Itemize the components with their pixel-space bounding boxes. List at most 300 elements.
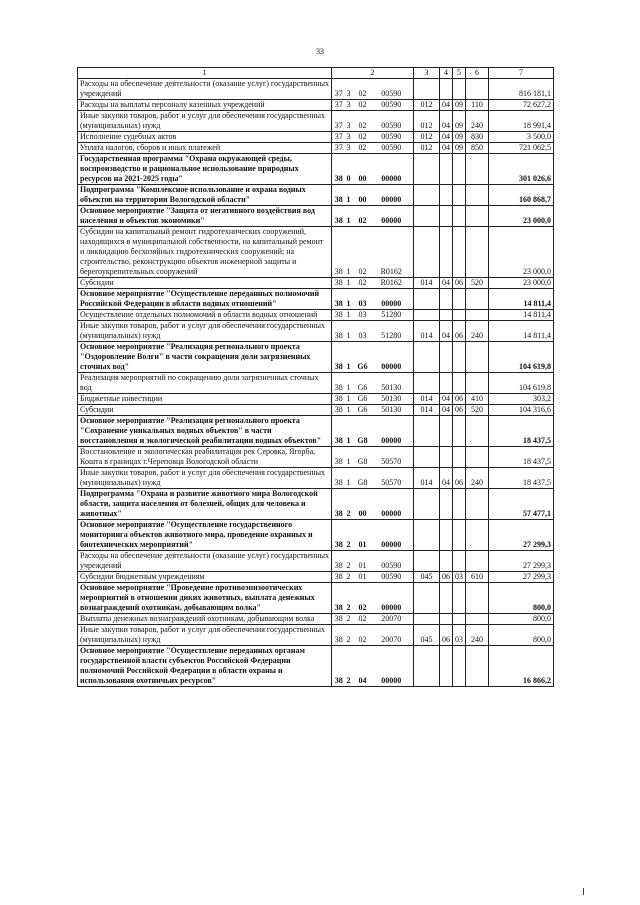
subsection-code <box>453 79 466 100</box>
amount: 14 811,4 <box>489 310 554 321</box>
grbs-code: 045 <box>414 572 440 583</box>
table-row <box>78 583 554 614</box>
program-code: 38 <box>332 405 344 416</box>
subsection-code <box>453 310 466 321</box>
table-row <box>78 185 554 206</box>
measure-code: 01 <box>354 520 372 551</box>
grbs-code: 012 <box>414 132 440 143</box>
subprogram-code: 0 <box>344 154 354 185</box>
grbs-code <box>414 373 440 394</box>
direction-code: 00000 <box>372 489 414 520</box>
grbs-code <box>414 614 440 625</box>
measure-code: G6 <box>354 373 372 394</box>
amount: 18 991,4 <box>489 111 554 132</box>
direction-code: 50570 <box>372 468 414 489</box>
section-code <box>440 373 453 394</box>
program-code: 38 <box>332 583 344 614</box>
expense-type-code <box>466 583 489 614</box>
expense-type-code <box>466 310 489 321</box>
row-name: Исполнение судебных актов <box>78 132 332 143</box>
expense-type-code <box>466 342 489 373</box>
amount: 3 500,0 <box>489 132 554 143</box>
grbs-code: 014 <box>414 394 440 405</box>
row-name: Уплата налогов, сборов и иных платежей <box>78 143 332 154</box>
grbs-code <box>414 551 440 572</box>
direction-code: 51280 <box>372 310 414 321</box>
subsection-code <box>453 551 466 572</box>
subsection-code <box>453 614 466 625</box>
amount: 27 299,3 <box>489 551 554 572</box>
row-name: Расходы на выплаты персоналу казенных учреждений <box>78 100 332 111</box>
measure-code: 01 <box>354 551 372 572</box>
direction-code: 20070 <box>372 614 414 625</box>
amount: 104 619,8 <box>489 342 554 373</box>
expense-type-code: 520 <box>466 278 489 289</box>
table-row <box>78 468 554 489</box>
row-name: Государственная программа "Охрана окружающей среды, воспроизводство и рациональное использование природных ресурсов на 2021-2025 годы" <box>78 154 332 185</box>
section-code: 04 <box>440 132 453 143</box>
section-code <box>440 79 453 100</box>
measure-code: 00 <box>354 489 372 520</box>
grbs-code <box>414 342 440 373</box>
grbs-code <box>414 289 440 310</box>
subprogram-code: 2 <box>344 520 354 551</box>
subprogram-code: 1 <box>344 185 354 206</box>
subsection-code: 06 <box>453 321 466 342</box>
program-code: 38 <box>332 614 344 625</box>
program-code: 38 <box>332 520 344 551</box>
col-4-header: 4 <box>440 68 453 79</box>
subsection-code: 09 <box>453 132 466 143</box>
grbs-code <box>414 583 440 614</box>
program-code: 37 <box>332 79 344 100</box>
measure-code: 02 <box>354 206 372 227</box>
amount: 104 316,6 <box>489 405 554 416</box>
measure-code: 02 <box>354 583 372 614</box>
subsection-code <box>453 646 466 687</box>
grbs-code <box>414 520 440 551</box>
amount: 160 868,7 <box>489 185 554 206</box>
row-name: Выплаты денежных вознаграждений охотникам, добывающим волка <box>78 614 332 625</box>
direction-code: 00590 <box>372 111 414 132</box>
amount: 18 437,5 <box>489 447 554 468</box>
page-number: 33 <box>316 47 324 56</box>
table-row <box>78 489 554 520</box>
table-row <box>78 551 554 572</box>
table-row <box>78 646 554 687</box>
program-code: 38 <box>332 321 344 342</box>
grbs-code: 012 <box>414 143 440 154</box>
subprogram-code: 2 <box>344 583 354 614</box>
table-row <box>78 625 554 646</box>
subprogram-code: 3 <box>344 79 354 100</box>
subprogram-code: 2 <box>344 646 354 687</box>
section-code <box>440 583 453 614</box>
direction-code: 00000 <box>372 416 414 447</box>
table-row <box>78 447 554 468</box>
expense-type-code <box>466 520 489 551</box>
section-code <box>440 342 453 373</box>
col-7-header: 7 <box>489 68 554 79</box>
measure-code: G6 <box>354 394 372 405</box>
subsection-code <box>453 520 466 551</box>
subsection-code <box>453 206 466 227</box>
amount: 14 811,4 <box>489 321 554 342</box>
grbs-code: 045 <box>414 625 440 646</box>
subsection-code <box>453 154 466 185</box>
subprogram-code: 1 <box>344 321 354 342</box>
amount: 27 299,3 <box>489 520 554 551</box>
row-name: Основное мероприятие "Осуществление переданных органам государственной власти субъектов Российской Федерации полномочий Российской Федерации в области охраны и использования охотничьих ресурсов" <box>78 646 332 687</box>
expense-type-code: 240 <box>466 625 489 646</box>
row-name: Субсидии <box>78 405 332 416</box>
measure-code: 00 <box>354 185 372 206</box>
row-name: Субсидии бюджетным учреждениям <box>78 572 332 583</box>
row-name: Основное мероприятие "Реализация регионального проекта "Сохранение уникальных водных объектов" в части восстановления и экологической реабилитации водных объектов" <box>78 416 332 447</box>
table-row <box>78 154 554 185</box>
section-code: 04 <box>440 111 453 132</box>
measure-code: 04 <box>354 646 372 687</box>
measure-code: 00 <box>354 154 372 185</box>
budget-table <box>77 67 554 687</box>
subprogram-code: 1 <box>344 394 354 405</box>
grbs-code <box>414 416 440 447</box>
direction-code: 50570 <box>372 447 414 468</box>
expense-type-code <box>466 79 489 100</box>
amount: 18 437,5 <box>489 468 554 489</box>
row-name: Основное мероприятие "Проведение противоэпизоотических мероприятий в отношении диких животных, выплата денежных вознаграждений охотникам, добывающим волка" <box>78 583 332 614</box>
row-name: Основное мероприятие "Осуществление государственного мониторинга объектов животного мира, проведение охранных и биотехнических мероприятий" <box>78 520 332 551</box>
program-code: 38 <box>332 154 344 185</box>
subsection-code <box>453 342 466 373</box>
grbs-code <box>414 447 440 468</box>
measure-code: 02 <box>354 227 372 278</box>
measure-code: G8 <box>354 416 372 447</box>
measure-code: 03 <box>354 321 372 342</box>
amount: 800,0 <box>489 614 554 625</box>
program-code: 38 <box>332 551 344 572</box>
section-code <box>440 185 453 206</box>
measure-code: 02 <box>354 614 372 625</box>
section-code: 06 <box>440 625 453 646</box>
program-code: 37 <box>332 100 344 111</box>
row-name: Субсидии на капитальный ремонт гидротехнических сооружений, находящихся в муниципальной собственности, на капитальный ремонт и ликвидацию бесхозяйных гидротехнических сооружений; на строительство, реконструкцию объектов инженерной защиты и берегоукрепительных сооружений <box>78 227 332 278</box>
expense-type-code <box>466 416 489 447</box>
section-code: 04 <box>440 394 453 405</box>
section-code: 04 <box>440 321 453 342</box>
direction-code: 50130 <box>372 405 414 416</box>
amount: 303,2 <box>489 394 554 405</box>
row-name: Расходы на обеспечение деятельности (оказание услуг) государственных учреждений <box>78 551 332 572</box>
expense-type-code <box>466 206 489 227</box>
expense-type-code: 850 <box>466 143 489 154</box>
amount: 800,0 <box>489 625 554 646</box>
expense-type-code: 610 <box>466 572 489 583</box>
measure-code: G6 <box>354 342 372 373</box>
row-name: Основное мероприятие "Реализация регионального проекта "Оздоровление Волги" в части сокращения доли загрязненных сточных вод" <box>78 342 332 373</box>
expense-type-code <box>466 185 489 206</box>
subprogram-code: 1 <box>344 278 354 289</box>
program-code: 38 <box>332 489 344 520</box>
measure-code: G8 <box>354 447 372 468</box>
measure-code: 02 <box>354 111 372 132</box>
subprogram-code: 3 <box>344 111 354 132</box>
row-name: Бюджетные инвестиции <box>78 394 332 405</box>
measure-code: G6 <box>354 405 372 416</box>
expense-type-code <box>466 154 489 185</box>
amount: 23 000,0 <box>489 278 554 289</box>
amount: 721 062,5 <box>489 143 554 154</box>
expense-type-code <box>466 489 489 520</box>
measure-code: G8 <box>354 468 372 489</box>
table-row <box>78 143 554 154</box>
direction-code: 00000 <box>372 289 414 310</box>
table-row <box>78 278 554 289</box>
direction-code: 00000 <box>372 342 414 373</box>
program-code: 38 <box>332 625 344 646</box>
table-body <box>78 79 554 687</box>
subprogram-code: 2 <box>344 551 354 572</box>
program-code: 37 <box>332 111 344 132</box>
program-code: 37 <box>332 143 344 154</box>
grbs-code <box>414 489 440 520</box>
section-code <box>440 551 453 572</box>
subprogram-code: 2 <box>344 489 354 520</box>
program-code: 38 <box>332 310 344 321</box>
amount: 23 000,0 <box>489 227 554 278</box>
subprogram-code: 3 <box>344 143 354 154</box>
section-code: 06 <box>440 572 453 583</box>
grbs-code <box>414 154 440 185</box>
direction-code: 00000 <box>372 646 414 687</box>
section-code <box>440 154 453 185</box>
program-code: 38 <box>332 227 344 278</box>
program-code: 38 <box>332 342 344 373</box>
col-2-header: 2 <box>332 68 414 79</box>
subprogram-code: 1 <box>344 416 354 447</box>
row-name: Расходы на обеспечение деятельности (оказание услуг) государственных учреждений <box>78 79 332 100</box>
edge-mark <box>583 888 584 895</box>
table-row <box>78 342 554 373</box>
section-code <box>440 416 453 447</box>
measure-code: 01 <box>354 572 372 583</box>
subsection-code <box>453 489 466 520</box>
subprogram-code: 1 <box>344 468 354 489</box>
section-code: 04 <box>440 468 453 489</box>
measure-code: 02 <box>354 143 372 154</box>
section-code <box>440 614 453 625</box>
row-name: Основное мероприятие "Осуществление переданных полномочий Российской Федерации в области водных отношений" <box>78 289 332 310</box>
expense-type-code: 240 <box>466 468 489 489</box>
measure-code: 02 <box>354 100 372 111</box>
grbs-code: 014 <box>414 468 440 489</box>
amount: 23 000,0 <box>489 206 554 227</box>
subsection-code: 09 <box>453 111 466 132</box>
direction-code: 00590 <box>372 79 414 100</box>
subsection-code: 06 <box>453 394 466 405</box>
subprogram-code: 1 <box>344 447 354 468</box>
subsection-code: 06 <box>453 405 466 416</box>
section-code: 04 <box>440 100 453 111</box>
program-code: 38 <box>332 416 344 447</box>
direction-code: 00590 <box>372 132 414 143</box>
subsection-code <box>453 185 466 206</box>
col-6-header: 6 <box>466 68 489 79</box>
grbs-code: 012 <box>414 111 440 132</box>
expense-type-code <box>466 289 489 310</box>
direction-code: 00590 <box>372 572 414 583</box>
subsection-code <box>453 227 466 278</box>
subprogram-code: 2 <box>344 572 354 583</box>
section-code: 04 <box>440 143 453 154</box>
subsection-code: 09 <box>453 143 466 154</box>
subsection-code <box>453 447 466 468</box>
table-row <box>78 572 554 583</box>
subprogram-code: 1 <box>344 342 354 373</box>
subprogram-code: 3 <box>344 132 354 143</box>
program-code: 38 <box>332 468 344 489</box>
direction-code: 50130 <box>372 373 414 394</box>
program-code: 38 <box>332 447 344 468</box>
row-name: Иные закупки товаров, работ и услуг для обеспечения государственных (муниципальных) нужд <box>78 468 332 489</box>
measure-code: 02 <box>354 625 372 646</box>
amount: 14 811,4 <box>489 289 554 310</box>
section-code <box>440 310 453 321</box>
amount: 57 477,1 <box>489 489 554 520</box>
program-code: 37 <box>332 132 344 143</box>
expense-type-code: 240 <box>466 321 489 342</box>
measure-code: 02 <box>354 278 372 289</box>
subsection-code: 03 <box>453 572 466 583</box>
grbs-code <box>414 185 440 206</box>
expense-type-code <box>466 646 489 687</box>
subprogram-code: 1 <box>344 310 354 321</box>
subprogram-code: 1 <box>344 289 354 310</box>
subsection-code: 06 <box>453 468 466 489</box>
section-code: 04 <box>440 278 453 289</box>
col-3-header: 3 <box>414 68 440 79</box>
subprogram-code: 2 <box>344 614 354 625</box>
table-row <box>78 310 554 321</box>
section-code <box>440 489 453 520</box>
program-code: 38 <box>332 394 344 405</box>
table-row <box>78 321 554 342</box>
column-number-header <box>78 68 554 79</box>
expense-type-code: 240 <box>466 111 489 132</box>
amount: 18 437,5 <box>489 416 554 447</box>
direction-code: R0162 <box>372 278 414 289</box>
row-name: Подпрограмма "Комплексное использование и охрана водных объектов на территории Вологодской области" <box>78 185 332 206</box>
col-1-header: 1 <box>78 68 332 79</box>
grbs-code <box>414 646 440 687</box>
amount: 16 866,2 <box>489 646 554 687</box>
table-row <box>78 206 554 227</box>
table-row <box>78 111 554 132</box>
subsection-code: 03 <box>453 625 466 646</box>
direction-code: 00000 <box>372 520 414 551</box>
grbs-code <box>414 310 440 321</box>
amount: 301 026,6 <box>489 154 554 185</box>
table-row <box>78 416 554 447</box>
expense-type-code <box>466 373 489 394</box>
section-code <box>440 206 453 227</box>
measure-code: 02 <box>354 132 372 143</box>
subsection-code <box>453 373 466 394</box>
expense-type-code <box>466 227 489 278</box>
subprogram-code: 1 <box>344 405 354 416</box>
program-code: 38 <box>332 572 344 583</box>
table-row <box>78 405 554 416</box>
expense-type-code <box>466 447 489 468</box>
col-5-header: 5 <box>453 68 466 79</box>
direction-code: 00000 <box>372 583 414 614</box>
subsection-code <box>453 289 466 310</box>
expense-type-code <box>466 614 489 625</box>
program-code: 38 <box>332 278 344 289</box>
table-row <box>78 79 554 100</box>
measure-code: 02 <box>354 79 372 100</box>
expense-type-code: 110 <box>466 100 489 111</box>
row-name: Осуществление отдельных полномочий в области водных отношений <box>78 310 332 321</box>
subprogram-code: 2 <box>344 625 354 646</box>
table-row <box>78 227 554 278</box>
direction-code: 00590 <box>372 143 414 154</box>
expense-type-code: 410 <box>466 394 489 405</box>
row-name: Субсидии <box>78 278 332 289</box>
section-code <box>440 227 453 278</box>
table-row <box>78 132 554 143</box>
grbs-code: 012 <box>414 100 440 111</box>
table-row <box>78 373 554 394</box>
program-code: 38 <box>332 646 344 687</box>
amount: 104 619,8 <box>489 373 554 394</box>
direction-code: 51280 <box>372 321 414 342</box>
table-row <box>78 520 554 551</box>
row-name: Иные закупки товаров, работ и услуг для обеспечения государственных (муниципальных) нужд <box>78 111 332 132</box>
amount: 72 627,2 <box>489 100 554 111</box>
table-row <box>78 394 554 405</box>
expense-type-code <box>466 551 489 572</box>
grbs-code: 014 <box>414 278 440 289</box>
program-code: 38 <box>332 206 344 227</box>
grbs-code <box>414 79 440 100</box>
section-code <box>440 447 453 468</box>
program-code: 38 <box>332 373 344 394</box>
program-code: 38 <box>332 185 344 206</box>
subsection-code <box>453 416 466 447</box>
table-row <box>78 614 554 625</box>
row-name: Иные закупки товаров, работ и услуг для обеспечения государственных (муниципальных) нужд <box>78 321 332 342</box>
subprogram-code: 3 <box>344 100 354 111</box>
row-name: Основное мероприятие "Защита от негативного воздействия вод населения и объектов экономики" <box>78 206 332 227</box>
section-code: 04 <box>440 405 453 416</box>
direction-code: 20070 <box>372 625 414 646</box>
direction-code: 00000 <box>372 154 414 185</box>
amount: 800,0 <box>489 583 554 614</box>
subprogram-code: 1 <box>344 227 354 278</box>
measure-code: 03 <box>354 310 372 321</box>
expense-type-code: 520 <box>466 405 489 416</box>
section-code <box>440 520 453 551</box>
row-name: Иные закупки товаров, работ и услуг для обеспечения государственных (муниципальных) нужд <box>78 625 332 646</box>
direction-code: 00000 <box>372 185 414 206</box>
amount: 27 299,3 <box>489 572 554 583</box>
row-name: Восстановление и экологическая реабилитация рек Серовка, Ягорба, Кошта в границах г.Череповца Вологодской области <box>78 447 332 468</box>
direction-code: 00590 <box>372 551 414 572</box>
grbs-code <box>414 206 440 227</box>
grbs-code: 014 <box>414 321 440 342</box>
subsection-code: 09 <box>453 100 466 111</box>
